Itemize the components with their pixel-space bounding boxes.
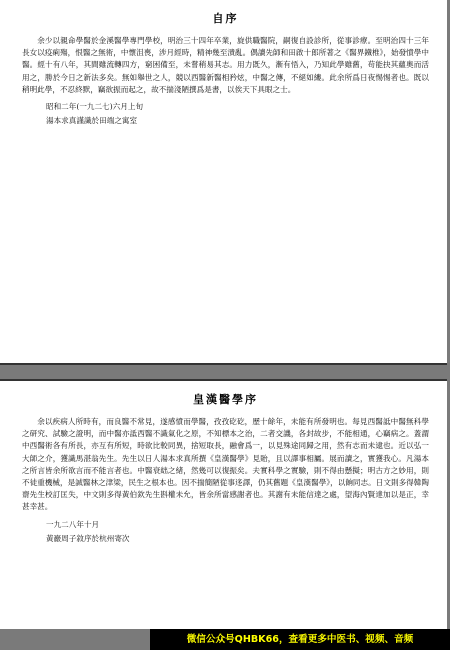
preface-1-body: 余少以親命學醫於金溪醫學專門學校，明治三十四年卒業，旋供職醫院，嗣復自設診所，從事診療。至明治四十三年長女以疫痢殤，恨醫之無術，中懷沮喪，涉月經時，精神幾至潰亂。偶讀先師和田啟十郎所著之《醫界鐵椎》，始發憤學中醫。經十有八年，其間雖流轉四方，窮困備至，未嘗稍易其志。用力既久，漸有悟入，乃知此學雖舊，苟能抉其蘊奧而活用之，勝於今日之新法多矣。無如舉世之人，競以西醫新醫相矜炫，中醫之傳，不絕如縷。此余所爲日夜惕惕者也。既以稍明此學，不忍終默，竊欲振而起之，故不揣淺陋撰爲是書，以俟天下具眼之士。	[22, 36, 429, 94]
preface-1-title: 自序	[212, 12, 239, 25]
preface-2-body: 余以疾病人所時有，而良醫不常見，遂感憤而學醫，孜孜矻矻，歷十餘年，未能有所發明也。每見西醫詆中醫無科學之研究、試驗之證明，而中醫亦詆西醫不識氣化之原，不知標本之治，二者交譏，各封故步，不能相通，心竊病之。蓋謂中西醫術各有所長，亦互有所短，時欲比較同異，捨短取長，融會爲一，以見殊途同歸之用，然有志而未逮也。近以弘一大師之介，獲識馬湛翁先生。先生以日人湯本求真所撰《皇漢醫學》見貽，且以譯事相屬。展而讀之，實獲我心。凡湯本之所言皆余所欲言而不能言者也。中醫衰絀之緒，然幾可以復振矣。夫實科學之實驗，則不得由懸擬；明古方之妙用，則不徒重機械，是誠醫林之津梁，民生之根本也。因不揣簡陋從事迻譯，仍其舊題《皇漢醫學》，以餉同志。日文則多得韓陶齋先生校訂匡失，中文則多得黃伯欽先生斟權未允，皆余所當感謝者也。其謝有未能信達之處，望海內賢達加以是正，幸甚幸甚。	[22, 417, 429, 512]
preface-2-date: 一九二八年十月	[46, 519, 100, 529]
page-preface-2	[0, 379, 447, 629]
preface-2-title: 皇漢醫學序	[193, 393, 258, 406]
preface-1-date: 昭和二年(一九二七)六月上旬	[46, 102, 144, 112]
promo-banner: 微信公众号QHBK66，查看更多中医书、视频、音频	[150, 629, 450, 650]
preface-1-author: 湯本求真謹識於田端之寓室	[46, 116, 138, 126]
preface-2-author: 黃巖周子敘序於杭州寄次	[46, 533, 130, 543]
